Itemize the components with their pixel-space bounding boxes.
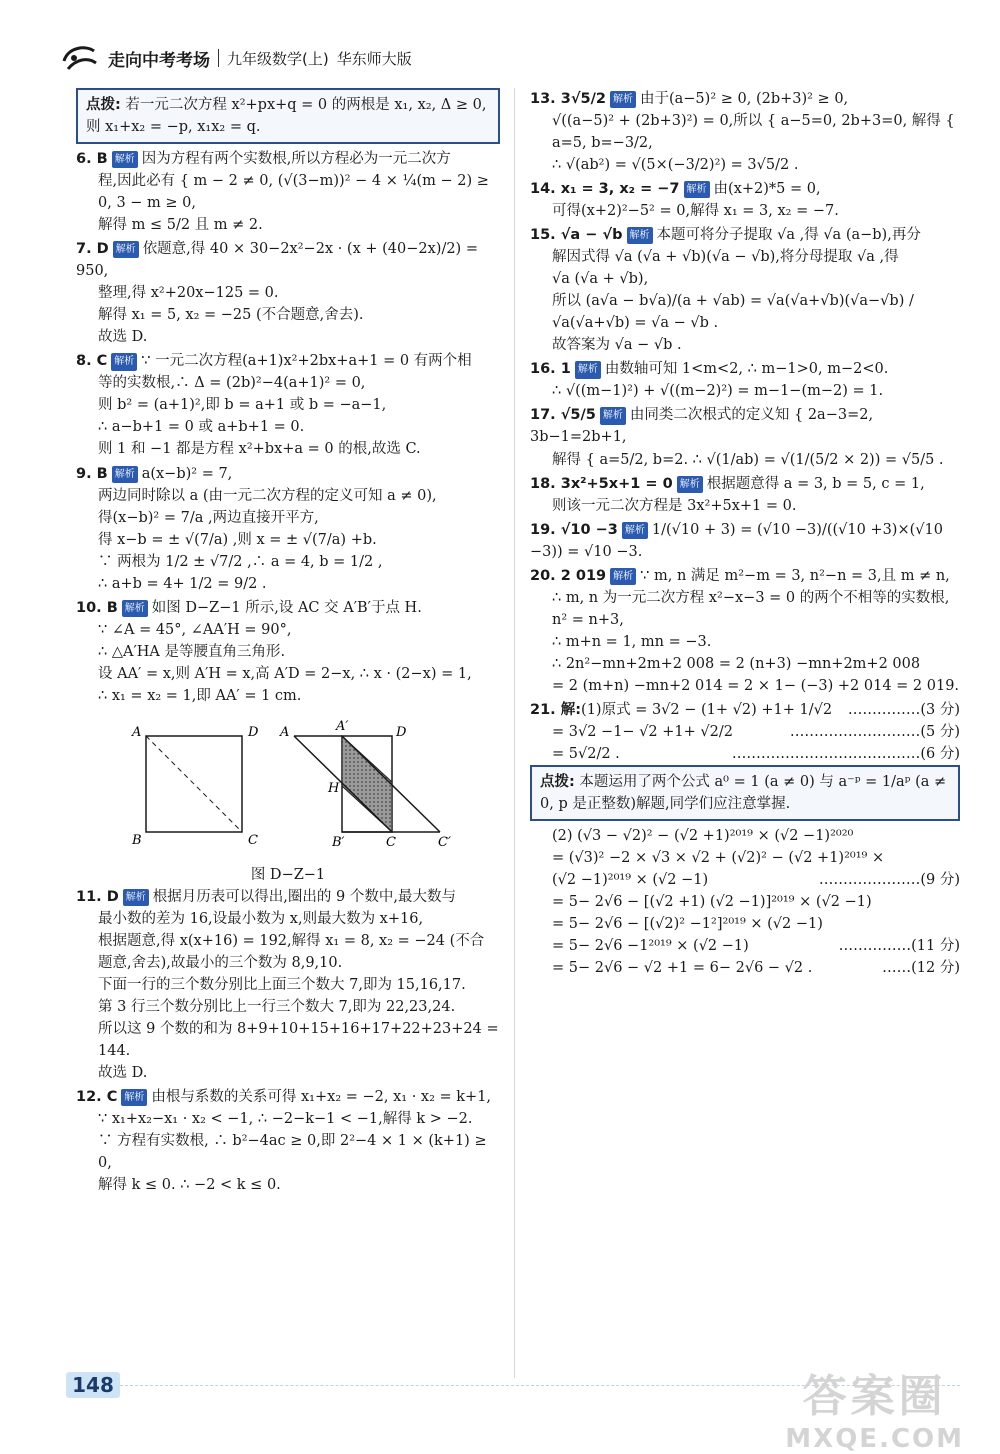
answer-line: 故选 D.	[98, 1065, 148, 1082]
step-score: ……(12 分)	[882, 960, 960, 977]
answer-item	[530, 519, 960, 563]
step-text: (√2 −1)²⁰¹⁹ × (√2 −1)	[552, 872, 709, 889]
q21-part2	[530, 825, 960, 979]
answer-number: 17. √5/5	[530, 407, 596, 424]
answer-line: ∴ a−b+1 = 0 或 a+b+1 = 0.	[98, 419, 305, 436]
answer-line: 可得(x+2)²−5² = 0,解得 x₁ = 3, x₂ = −7.	[552, 203, 839, 220]
analysis-tag: 解析	[112, 151, 138, 168]
answer-line: 所以这 9 个数的和为 8+9+10+15+16+17+22+23+24 = 144.	[98, 1021, 499, 1060]
watermark-title: 答案圈	[802, 1371, 947, 1422]
answer-line: ∴ 2n²−mn+2m+2 008 = 2 (n+3) −mn+2m+2 008	[552, 655, 921, 672]
analysis-tag: 解析	[113, 241, 139, 258]
fig-label: D	[248, 724, 259, 740]
header-edition: 华东师大版	[336, 49, 412, 68]
answer-line: 依题意,得 40 × 30−2x²−2x · (x + (40−2x)/2) = 950,	[76, 241, 478, 280]
answer-line: 解得 m ≤ 5/2 且 m ≠ 2.	[98, 217, 263, 234]
answer-item	[76, 148, 500, 236]
figure-d-z-1	[116, 715, 456, 855]
page-header	[60, 40, 412, 76]
figure-caption: 图 D−Z−1	[250, 866, 326, 883]
fig-label: C	[386, 834, 396, 850]
answer-line: 得(x−b)² = 7/a ,两边直接开平方,	[98, 509, 319, 526]
step-score: …………………(9 分)	[818, 872, 960, 889]
diagonal-ac	[146, 736, 242, 832]
answer-item	[76, 597, 500, 707]
left-column	[76, 88, 500, 1198]
solution-step	[530, 721, 960, 743]
step-text: = 5− 2√6 − √2 +1 = 6− 2√6 − √2 .	[552, 960, 813, 977]
fig-label: A′	[336, 718, 349, 734]
answer-line: 所以 (a√a − b√a)/(a + √ab) = √a(√a+√b)(√a−√b) / √a(√a+√b) = √a − √b .	[552, 293, 914, 332]
step-text: = 5− 2√6 − [(√2)² −1²]²⁰¹⁹ × (√2 −1)	[552, 916, 823, 933]
fig-label: A	[280, 724, 290, 740]
answer-line: 根据月历表可以得出,圈出的 9 个数中,最大数与	[152, 888, 456, 905]
answer-line: 由根与系数的关系可得 x₁+x₂ = −2, x₁ · x₂ = k+1,	[151, 1089, 492, 1106]
column-divider	[514, 88, 515, 1378]
solution-step	[530, 825, 960, 847]
header-divider	[218, 49, 219, 67]
answer-number: 9. B	[76, 465, 108, 482]
answer-line: 整理,得 x²+20x−125 = 0.	[98, 285, 279, 302]
hint-text: 本题运用了两个公式 a⁰ = 1 (a ≠ 0) 与 a⁻ᵖ = 1/aᵖ (a ≠ 0, p 是正整数)解题,同学们应注意掌握.	[540, 773, 947, 812]
answer-line: ∵ 方程有实数根, ∴ b²−4ac ≥ 0,即 2²−4 × 1 × (k+1) ≥ 0,	[98, 1133, 487, 1172]
answer-number: 7. D	[76, 241, 109, 258]
analysis-tag: 解析	[600, 407, 626, 424]
analysis-tag: 解析	[627, 227, 653, 244]
answer-line: 1/(√10 + 3) = (√10 −3)/((√10 +3)×(√10 −3)) = √10 −3.	[530, 521, 943, 560]
answer-item	[530, 358, 960, 402]
answer-line: 解得 { a=5/2, b=2. ∴ √(1/ab) = √(1/(5/2 × 2)) = √5/5 .	[552, 451, 944, 468]
analysis-tag: 解析	[622, 522, 648, 539]
step-score: …………………………………(6 分)	[731, 745, 960, 762]
answer-number: 13. 3√5/2	[530, 91, 606, 107]
q21-part1	[530, 699, 960, 765]
answer-line: ∴ △A′HA 是等腰直角三角形.	[98, 643, 286, 660]
answer-line: 由数轴可知 1<m<2, ∴ m−1>0, m−2<0.	[604, 361, 889, 378]
analysis-tag: 解析	[610, 568, 636, 585]
answer-line: ∴ m, n 为一元二次方程 x²−x−3 = 0 的两个不相等的实数根,	[552, 589, 950, 606]
solution-step	[530, 699, 960, 721]
right-column	[530, 88, 960, 981]
fig-label: C′	[438, 834, 451, 850]
answer-item	[76, 350, 500, 460]
answer-line: 因为方程有两个实数根,所以方程必为一元二次方	[141, 151, 451, 168]
left-answer-list	[76, 148, 500, 707]
answer-line: ∵ x₁+x₂−x₁ · x₂ < −1, ∴ −2−k−1 < −1,解得 k > −2.	[98, 1111, 473, 1128]
answer-line: 由(x+2)*5 = 0,	[713, 181, 821, 198]
analysis-tag: 解析	[111, 353, 137, 370]
answer-line: 故答案为 √a − √b .	[552, 337, 682, 354]
answer-line: 解得 k ≤ 0. ∴ −2 < k ≤ 0.	[98, 1177, 281, 1194]
answer-item	[76, 463, 500, 595]
step-text: = (√3)² −2 × √3 × √2 + (√2)² − (√2 +1)²⁰¹⁹ ×	[552, 850, 885, 867]
answer-line: 故选 D.	[98, 329, 148, 346]
watermark	[785, 1360, 964, 1454]
analysis-tag: 解析	[575, 361, 601, 378]
step-text: (2) (√3 − √2)² − (√2 +1)²⁰¹⁹ × (√2 −1)²⁰²⁰	[552, 828, 854, 844]
analysis-tag: 解析	[123, 889, 149, 906]
answer-number: 15. √a − √b	[530, 227, 623, 244]
answer-line: ∴ m+n = 1, mn = −3.	[552, 633, 712, 650]
answer-number: 20. 2 019	[530, 567, 607, 584]
header-book: 九年级数学(上)	[227, 49, 329, 68]
answer-line: 第 3 行三个数分别比上一行三个数大 7,即为 22,23,24.	[98, 999, 456, 1016]
answer-line: 程,因此必有 { m − 2 ≠ 0, (√(3−m))² − 4 × ¼(m − 2) ≥ 0, 3 − m ≥ 0,	[98, 173, 489, 212]
answer-line: 本题可将分子提取 √a ,得 √a (a−b),再分	[656, 227, 921, 244]
answer-number: 8. C	[76, 353, 108, 370]
hint-label: 点拨:	[86, 97, 121, 113]
solution-step	[530, 935, 960, 957]
right-answer-list	[530, 88, 960, 697]
answer-number: 11. D	[76, 888, 119, 905]
answer-line: 解因式得 √a (√a + √b)(√a − √b),将分母提取 √a ,得	[552, 249, 899, 266]
answer-item	[76, 238, 500, 348]
step-text: = 5− 2√6 −1²⁰¹⁹ × (√2 −1)	[552, 938, 749, 955]
solution-step	[530, 957, 960, 979]
answer-line: ∵ m, n 满足 m²−m = 3, n²−n = 3,且 m ≠ n,	[640, 567, 950, 584]
answer-line: ∵ 一元二次方程(a+1)x²+2bx+a+1 = 0 有两个相	[141, 353, 472, 370]
answer-line: 则 b² = (a+1)²,即 b = a+1 或 b = −a−1,	[98, 397, 387, 414]
answer-number: 10. B	[76, 599, 118, 616]
header-brand: 走向中考考场	[108, 50, 210, 71]
answer-item	[76, 1086, 500, 1196]
solution-step	[530, 869, 960, 891]
step-text: = 5√2/2 .	[552, 745, 620, 762]
answer-line: 最小数的差为 16,设最小数为 x,则最大数为 x+16,	[98, 910, 424, 927]
answer-item	[530, 565, 960, 697]
page-number: 148	[66, 1372, 120, 1398]
hint-text: 若一元二次方程 x²+px+q = 0 的两根是 x₁, x₂, Δ ≥ 0,则 x₁+x₂ = −p, x₁x₂ = q.	[86, 97, 487, 136]
answer-line: ∵ 两根为 1/2 ± √7/2 ,∴ a = 4, b = 1/2 ,	[98, 553, 383, 570]
answer-line: 根据题意,得 x(x+16) = 192,解得 x₁ = 8, x₂ = −24 (不合	[98, 932, 485, 949]
answer-line: 下面一行的三个数分别比上面三个数大 7,即为 15,16,17.	[98, 977, 466, 994]
answer-item	[530, 178, 960, 222]
answer-line: 如图 D−Z−1 所示,设 AC 交 A′B′于点 H.	[151, 599, 422, 616]
answer-line: 由同类二次根式的定义知 { 2a−3=2, 3b−1=2b+1,	[530, 407, 874, 446]
answer-number: 12. C	[76, 1089, 118, 1106]
hint-label: 点拨:	[540, 773, 575, 790]
answer-number: 19. √10 −3	[530, 521, 618, 538]
fig-label: A	[132, 724, 142, 740]
left-answer-list-continued	[76, 886, 500, 1196]
step-score: ……………(11 分)	[838, 938, 960, 955]
fig-label: B	[132, 832, 142, 848]
answer-line: 设 AA′ = x,则 A′H = x,高 A′D = 2−x, ∴ x · (2−x) = 1,	[98, 665, 472, 682]
analysis-tag: 解析	[684, 181, 710, 198]
answer-item	[530, 224, 960, 356]
answer-line: a(x−b)² = 7,	[141, 465, 233, 482]
fig-label: B′	[332, 834, 345, 850]
step-score: ………………………(5 分)	[789, 723, 960, 740]
hint-box-21	[530, 765, 960, 821]
answer-line: 等的实数根,∴ Δ = (2b)²−4(a+1)² = 0,	[98, 375, 366, 392]
answer-line: 得 x−b = ± √(7/a) ,则 x = ± √(7/a) +b.	[98, 531, 377, 548]
answer-item	[530, 404, 960, 470]
answer-line: 两边同时除以 a (由一元二次方程的定义可知 a ≠ 0),	[98, 487, 437, 504]
step-score: ……………(3 分)	[847, 701, 960, 718]
answer-item	[530, 88, 960, 176]
answer-line: √((a−5)² + (2b+3)²) = 0,所以 { a−5=0, 2b+3=0, 解得 { a=5, b=−3/2,	[552, 113, 955, 152]
answer-number: 18. 3x²+5x+1 = 0	[530, 475, 673, 492]
answer-line: √a (√a + √b),	[552, 271, 649, 288]
fig-label: C	[248, 832, 258, 848]
analysis-tag: 解析	[112, 466, 138, 483]
analysis-tag: 解析	[122, 600, 148, 617]
solution-step	[530, 743, 960, 765]
step-text: (1)原式 = 3√2 − (1+ √2) +1+ 1/√2	[581, 701, 833, 718]
answer-item	[76, 886, 500, 1084]
step-text: = 3√2 −1− √2 +1+ √2/2	[552, 723, 733, 740]
answer-line: n² = n+3,	[552, 611, 624, 628]
shaded-overlap	[342, 736, 392, 832]
answer-line: ∴ √(ab²) = √(5×(−3/2)²) = 3√5/2 .	[552, 157, 799, 174]
watermark-url: MXQE.COM	[785, 1424, 964, 1454]
answer-line: 解得 x₁ = 5, x₂ = −25 (不合题意,舍去).	[98, 307, 364, 324]
answer-line: = 2 (m+n) −mn+2 014 = 2 × 1− (−3) +2 014 = 2 019.	[552, 677, 960, 694]
answer-line: ∴ a+b = 4+ 1/2 = 9/2 .	[98, 575, 267, 592]
answer-number: 21. 解:	[530, 701, 582, 718]
answer-number: 6. B	[76, 151, 108, 168]
answer-line: 题意,舍去),故最小的三个数为 8,9,10.	[98, 955, 343, 971]
hint-box	[76, 88, 500, 144]
answer-line: ∴ √((m−1)²) + √((m−2)²) = m−1−(m−2) = 1.	[552, 383, 884, 400]
solution-step	[530, 847, 960, 869]
analysis-tag: 解析	[610, 91, 636, 108]
fig-label: H	[328, 780, 340, 796]
answer-line: ∴ x₁ = x₂ = 1,即 AA′ = 1 cm.	[98, 687, 302, 704]
answer-number: 16. 1	[530, 361, 571, 378]
solution-step	[530, 891, 960, 913]
brand-logo-icon	[60, 43, 100, 73]
answer-line: 由于(a−5)² ≥ 0, (2b+3)² ≥ 0,	[639, 91, 849, 107]
analysis-tag: 解析	[677, 476, 703, 493]
question-21	[530, 699, 960, 979]
step-text: = 5− 2√6 − [(√2 +1) (√2 −1)]²⁰¹⁹ × (√2 −1)	[552, 894, 872, 911]
answer-line: 根据题意得 a = 3, b = 5, c = 1,	[706, 475, 925, 492]
answer-line: ∵ ∠A = 45°, ∠AA′H = 90°,	[98, 621, 292, 638]
answer-number: 14. x₁ = 3, x₂ = −7	[530, 181, 680, 198]
solution-step	[530, 913, 960, 935]
fig-label: D	[396, 724, 407, 740]
answer-line: 则该一元二次方程是 3x²+5x+1 = 0.	[552, 497, 797, 514]
answer-item	[530, 473, 960, 517]
analysis-tag: 解析	[121, 1089, 147, 1106]
answer-line: 则 1 和 −1 都是方程 x²+bx+a = 0 的根,故选 C.	[98, 441, 421, 458]
